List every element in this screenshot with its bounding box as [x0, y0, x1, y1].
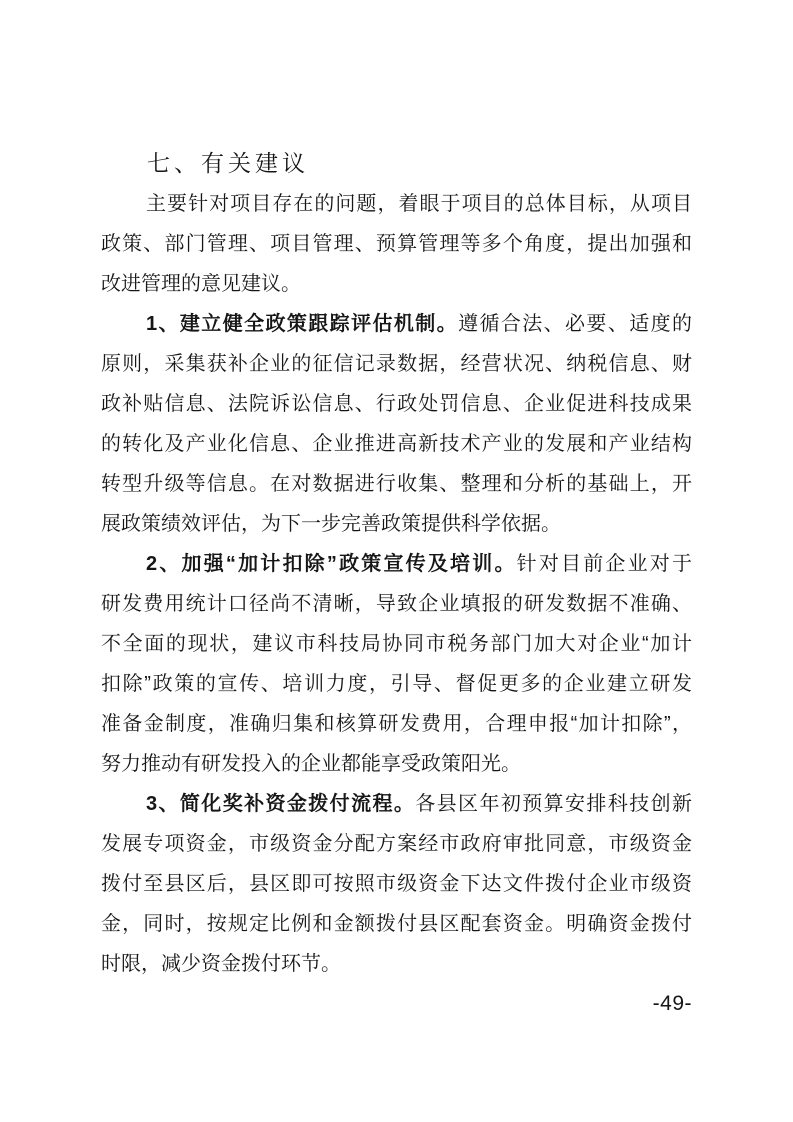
text-line	[101, 944, 692, 984]
paragraph-text: 扣除”政策的宣传、培训力度，引导、督促更多的企业建立研发	[101, 673, 692, 695]
paragraph-text: 金，同时，按规定比例和金额拨付县区配套资金。明确资金拨付	[101, 913, 692, 935]
text-line	[101, 224, 692, 264]
paragraph-text: 准备金制度，准确归集和核算研发费用，合理申报“加计扣除”，	[101, 713, 692, 735]
section-heading: 七、有关建议	[147, 151, 309, 176]
text-line	[101, 624, 692, 664]
paragraph-text: 改进管理的意见建议。	[101, 273, 301, 295]
text-line	[101, 464, 692, 504]
document-content	[101, 144, 692, 1024]
text-line	[101, 584, 692, 624]
paragraph	[101, 184, 692, 304]
paragraph-text: 转型升级等信息。在对数据进行收集、整理和分析的基础上，开	[101, 473, 692, 495]
text-line	[101, 824, 692, 864]
text-line	[101, 424, 692, 464]
paragraph-text: 发展专项资金，市级资金分配方案经市政府审批同意，市级资金	[101, 833, 692, 855]
paragraph-text: 展政策绩效评估，为下一步完善政策提供科学依据。	[101, 513, 561, 535]
text-line	[101, 384, 692, 424]
text-line	[101, 264, 692, 304]
paragraph-text: 针对目前企业对于	[516, 553, 692, 575]
paragraph-text: 不全面的现状，建议市科技局协同市税务部门加大对企业“加计	[101, 633, 692, 655]
text-line	[101, 904, 692, 944]
text-line	[101, 744, 692, 784]
text-line	[101, 864, 692, 904]
text-line	[101, 784, 692, 824]
page-number: -49-	[652, 992, 692, 1015]
text-line	[101, 504, 692, 544]
text-line	[101, 344, 692, 384]
paragraph-text: 主要针对项目存在的问题，着眼于项目的总体目标，从项目	[146, 193, 692, 215]
paragraph-text: 政策、部门管理、项目管理、预算管理等多个角度，提出加强和	[101, 233, 692, 255]
paragraph-lead-bold: 3、简化奖补资金拨付流程。	[146, 793, 416, 815]
paragraph-text: 研发费用统计口径尚不清晰，导致企业填报的研发数据不准确、	[101, 593, 692, 615]
text-line	[101, 304, 692, 344]
text-line	[101, 544, 692, 584]
paragraph-lead-bold: 1、建立健全政策跟踪评估机制。	[146, 313, 459, 335]
paragraph-text: 遵循合法、必要、适度的	[458, 313, 692, 335]
paragraph-lead-bold: 2、加强“加计扣除”政策宣传及培训。	[146, 553, 517, 575]
paragraph	[101, 544, 692, 784]
paragraph	[101, 784, 692, 984]
paragraph-text: 拨付至县区后，县区即可按照市级资金下达文件拨付企业市级资	[101, 873, 692, 895]
text-line	[101, 664, 692, 704]
paragraph-text: 原则，采集获补企业的征信记录数据，经营状况、纳税信息、财	[101, 353, 692, 375]
paragraph	[101, 304, 692, 544]
paragraph-text: 各县区年初预算安排科技创新	[415, 793, 692, 815]
paragraph-text: 时限，减少资金拨付环节。	[101, 953, 341, 975]
text-line	[101, 184, 692, 224]
paragraph-text: 政补贴信息、法院诉讼信息、行政处罚信息、企业促进科技成果	[101, 393, 692, 415]
document-body	[101, 184, 692, 984]
paragraph-text: 的转化及产业化信息、企业推进高新技术产业的发展和产业结构	[101, 433, 692, 455]
text-line	[101, 704, 692, 744]
paragraph-text: 努力推动有研发投入的企业都能享受政策阳光。	[101, 753, 521, 775]
